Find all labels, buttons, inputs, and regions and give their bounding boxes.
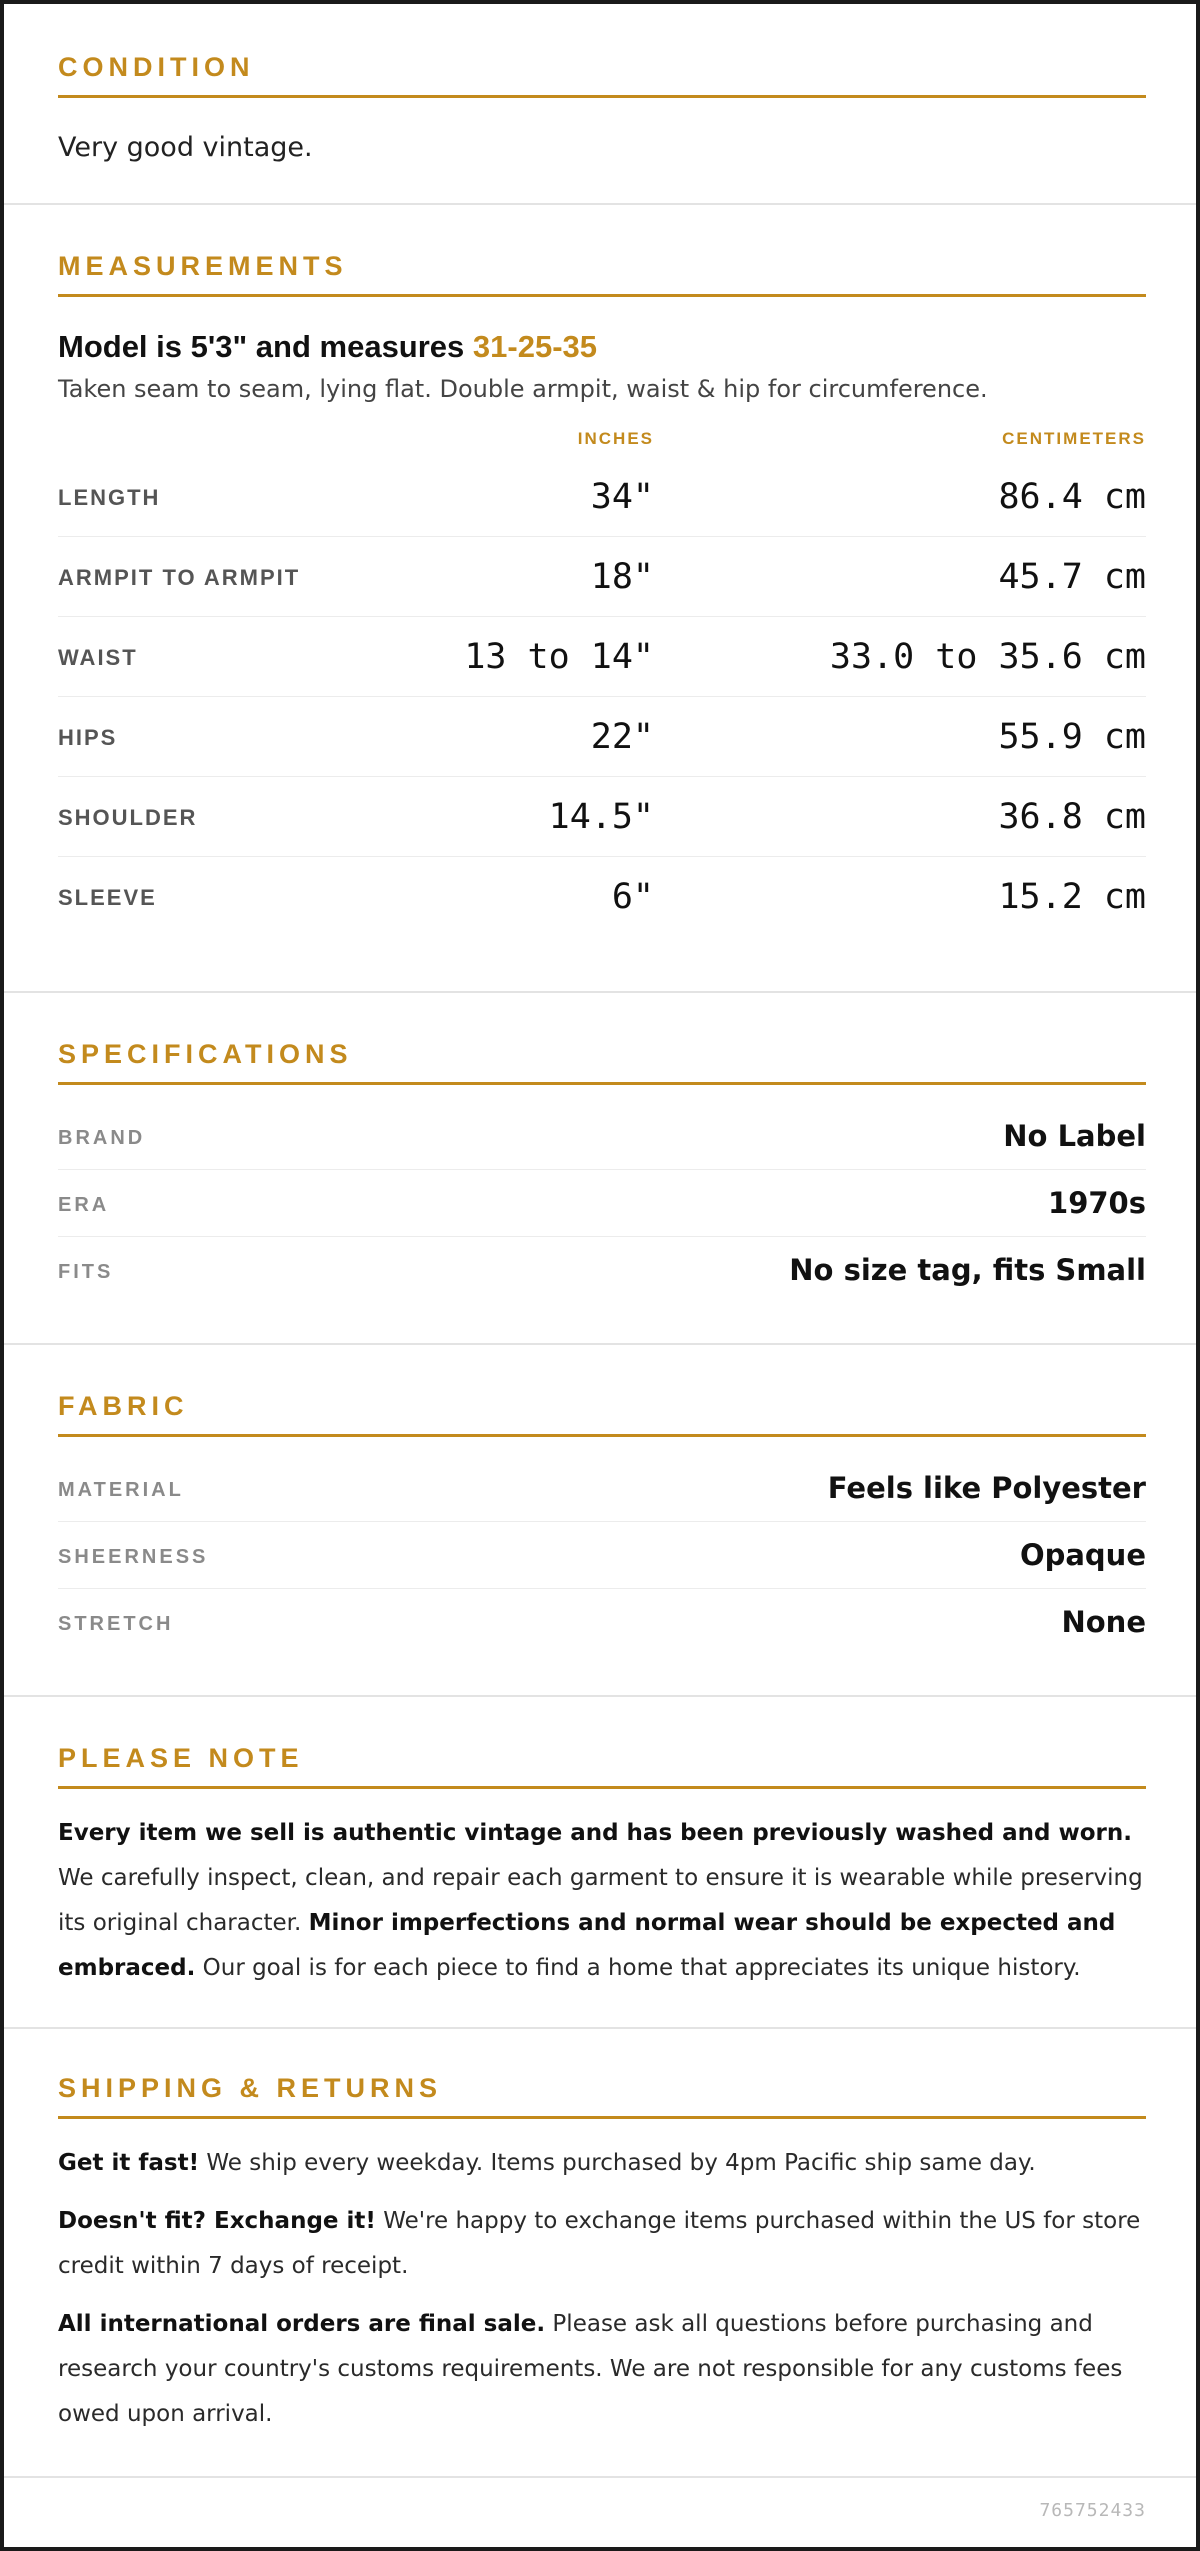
condition-heading: CONDITION: [58, 52, 1146, 98]
fabric-heading: FABRIC: [58, 1391, 1146, 1437]
shipping-text: We ship every weekday. Items purchased by 4pm Pacific ship same day.: [199, 2150, 1036, 2176]
international-paragraph: [58, 2302, 1146, 2437]
spec-row: [58, 1237, 1146, 1304]
measurement-inches: 18": [590, 557, 654, 597]
measurement-cm: 45.7 cm: [998, 557, 1146, 597]
fabric-key: MATERIAL: [58, 1479, 184, 1501]
measurement-inches: 14.5": [548, 797, 654, 837]
measurements-table: [58, 457, 1146, 937]
specifications-section: [4, 993, 1196, 1345]
measurement-row: [58, 457, 1146, 537]
shipping-bold: Get it fast!: [58, 2150, 200, 2176]
spec-value: No size tag, fits Small: [789, 1253, 1146, 1287]
measurement-row: [58, 537, 1146, 617]
please-note-section: [4, 1697, 1196, 2029]
measurement-inches: 34": [590, 477, 654, 517]
fabric-row: [58, 1522, 1146, 1589]
unit-inches-label: INCHES: [577, 429, 654, 448]
spec-value: 1970s: [1048, 1186, 1146, 1220]
fabric-value: Feels like Polyester: [827, 1471, 1146, 1505]
condition-section: [4, 4, 1196, 205]
item-id: 765752433: [1039, 2500, 1146, 2521]
model-info: [58, 329, 1146, 365]
measurement-cm: 86.4 cm: [998, 477, 1146, 517]
measurement-inches: 22": [590, 717, 654, 757]
spec-key: ERA: [58, 1194, 110, 1216]
specifications-list: [58, 1103, 1146, 1304]
model-measures: 31-25-35: [472, 329, 597, 364]
fabric-value: None: [1061, 1605, 1146, 1639]
measurement-cm: 36.8 cm: [998, 797, 1146, 837]
shipping-returns-section: [4, 2029, 1196, 2478]
measurement-label: ARMPIT TO ARMPIT: [58, 565, 301, 590]
fabric-list: [58, 1455, 1146, 1656]
exchange-bold: Doesn't fit? Exchange it!: [58, 2208, 376, 2234]
unit-header: [58, 429, 1146, 457]
exchange-paragraph: [58, 2199, 1146, 2289]
please-note-heading: PLEASE NOTE: [58, 1743, 1146, 1789]
measurement-note: Taken seam to seam, lying flat. Double armpit, waist & hip for circumference.: [58, 375, 988, 403]
measurement-row: [58, 777, 1146, 857]
international-text: Please ask all questions before purchasing and research your country's customs requirements. We are not responsible for any customs fees owed upon arrival.: [58, 2311, 1123, 2427]
shipping-heading: SHIPPING & RETURNS: [58, 2073, 1146, 2119]
exchange-text: We're happy to exchange items purchased within the US for store credit within 7 days of receipt.: [58, 2208, 1141, 2279]
note-bold-2: Minor imperfections and normal wear should be expected and embraced.: [58, 1910, 1116, 1981]
note-text-1: We carefully inspect, clean, and repair each garment to ensure it is wearable while preserving its original character.: [58, 1865, 1143, 1936]
fabric-row: [58, 1455, 1146, 1522]
fabric-key: STRETCH: [58, 1613, 174, 1635]
measurement-inches: 13 to 14": [464, 637, 654, 677]
unit-cm-label: CENTIMETERS: [1002, 429, 1146, 448]
measurement-cm: 15.2 cm: [998, 877, 1146, 917]
spec-row: [58, 1170, 1146, 1237]
fabric-value: Opaque: [1019, 1538, 1146, 1572]
note-text-2: Our goal is for each piece to find a home that appreciates its unique history.: [195, 1955, 1081, 1981]
fabric-key: SHEERNESS: [58, 1546, 209, 1568]
specifications-heading: SPECIFICATIONS: [58, 1039, 1146, 1085]
measurement-row: [58, 857, 1146, 937]
measurement-label: SLEEVE: [58, 885, 157, 910]
condition-text: Very good vintage.: [58, 132, 313, 163]
measurement-row: [58, 697, 1146, 777]
measurement-label: LENGTH: [58, 485, 161, 510]
international-bold: All international orders are final sale.: [58, 2311, 546, 2337]
spec-key: FITS: [58, 1261, 114, 1283]
note-bold-1: Every item we sell is authentic vintage and has been previously washed and worn.: [58, 1820, 1132, 1846]
fabric-row: [58, 1589, 1146, 1656]
measurement-cm: 33.0 to 35.6 cm: [829, 637, 1146, 677]
measurement-label: HIPS: [58, 725, 118, 750]
spec-key: BRAND: [58, 1127, 146, 1149]
model-prefix: Model is 5'3" and measures: [58, 329, 473, 364]
please-note-text: [58, 1811, 1146, 1991]
spec-value: No Label: [1003, 1119, 1146, 1153]
measurements-heading: MEASUREMENTS: [58, 251, 1146, 297]
measurement-cm: 55.9 cm: [998, 717, 1146, 757]
fabric-section: [4, 1345, 1196, 1697]
measurements-section: [4, 205, 1196, 993]
measurement-label: SHOULDER: [58, 805, 198, 830]
measurement-label: WAIST: [58, 645, 138, 670]
measurement-inches: 6": [611, 877, 654, 917]
spec-row: [58, 1103, 1146, 1170]
measurement-row: [58, 617, 1146, 697]
shipping-paragraph: [58, 2141, 1146, 2186]
